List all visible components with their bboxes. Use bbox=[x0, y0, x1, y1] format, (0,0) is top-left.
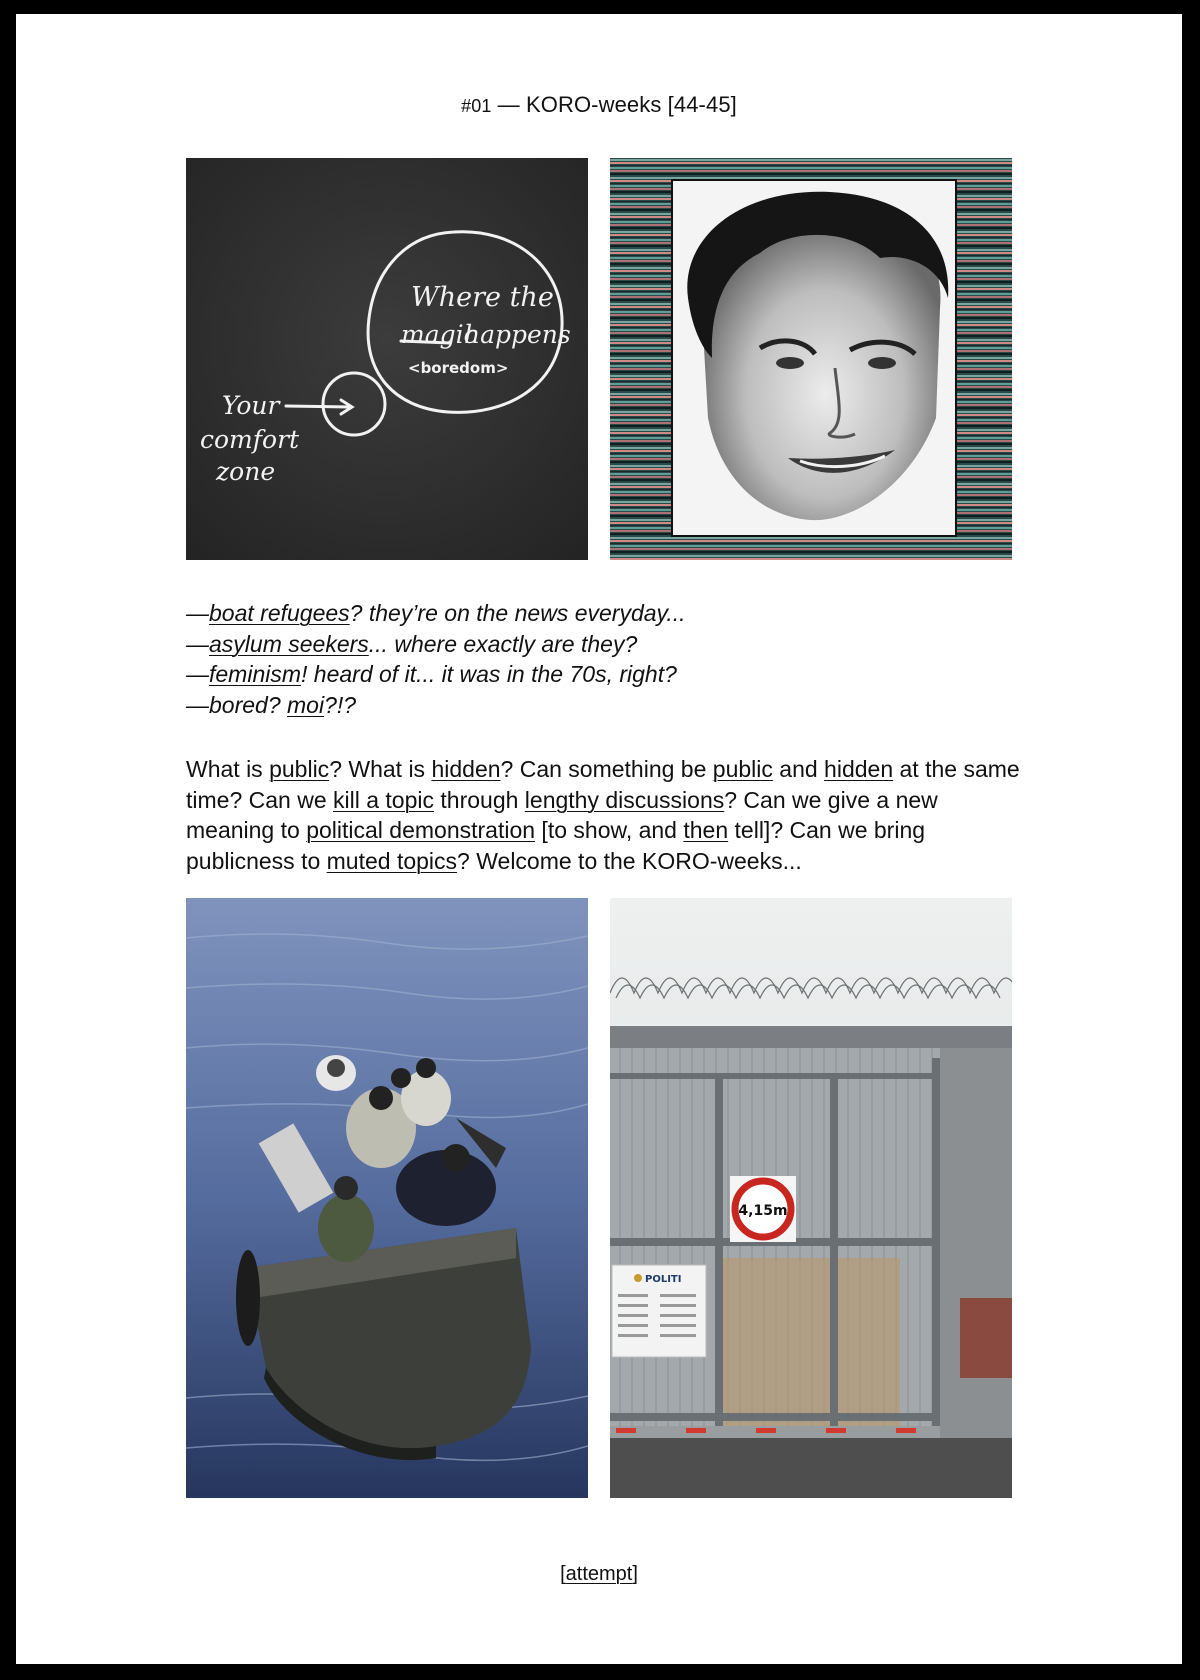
footer-bracket-open: [ bbox=[560, 1563, 566, 1585]
quote-text: ?!? bbox=[324, 691, 357, 718]
detention-fence-photo bbox=[610, 898, 1012, 1498]
paragraph-text: ? Can something be bbox=[500, 756, 713, 782]
quote-dash: — bbox=[186, 630, 209, 657]
quote-text: ! heard of it... it was in the 70s, right? bbox=[301, 661, 677, 687]
police-label: POLITI bbox=[645, 1274, 682, 1285]
document-page bbox=[16, 14, 1182, 1664]
paragraph-text: ? Can we give a new meaning to bbox=[186, 786, 938, 843]
police-notice-board bbox=[612, 1265, 706, 1357]
quote-dash: — bbox=[186, 661, 209, 687]
chalk-where-the: Where the bbox=[411, 282, 554, 313]
feminism-link[interactable]: feminism bbox=[209, 661, 302, 687]
quote-line bbox=[186, 598, 1026, 629]
hidden-link[interactable]: hidden bbox=[431, 756, 501, 782]
hidden-link[interactable]: hidden bbox=[824, 756, 894, 782]
paragraph-text: ? What is bbox=[329, 756, 432, 782]
paragraph-text: ? Welcome to the KORO-weeks... bbox=[457, 847, 802, 874]
comfort-zone-chalkboard-image bbox=[186, 158, 588, 560]
title-number: #01 bbox=[461, 96, 492, 116]
title-text: — KORO-weeks [44-45] bbox=[491, 92, 737, 117]
paragraph-text: What is bbox=[186, 756, 270, 782]
kill-a-topic-link[interactable]: kill a topic bbox=[333, 786, 434, 813]
quote-dash: — bbox=[186, 600, 209, 626]
quote-line bbox=[186, 659, 1026, 690]
quote-line bbox=[186, 629, 1026, 660]
quote-text: ? they’re on the news everyday... bbox=[349, 600, 686, 626]
moi-link[interactable]: moi bbox=[287, 691, 325, 718]
public-link[interactable]: public bbox=[269, 756, 330, 782]
footer bbox=[16, 1563, 1182, 1586]
quote-line bbox=[186, 690, 1026, 721]
political-demonstration-link[interactable]: political demonstration bbox=[306, 817, 536, 843]
intro-paragraph bbox=[186, 754, 1026, 876]
quote-text: ... where exactly are they? bbox=[368, 630, 638, 657]
height-limit-sign-icon bbox=[730, 1176, 796, 1242]
chalk-your: Your bbox=[222, 391, 280, 420]
paragraph-text: through bbox=[434, 786, 525, 813]
page-title bbox=[16, 92, 1182, 118]
chalk-comfort: comfort bbox=[200, 425, 300, 454]
lengthy-discussions-link[interactable]: lengthy discussions bbox=[524, 786, 725, 813]
boat-refugees-link[interactable]: boat refugees bbox=[209, 600, 350, 626]
quotes-block bbox=[186, 598, 1026, 720]
public-link[interactable]: public bbox=[712, 756, 773, 782]
paragraph-text: [to show, and bbox=[535, 817, 684, 843]
footer-bracket-close: ] bbox=[632, 1563, 638, 1585]
paragraph-text: and bbox=[772, 756, 825, 782]
chalk-magic: magic bbox=[401, 320, 478, 349]
attempt-link[interactable]: attempt bbox=[565, 1563, 633, 1585]
chalk-happens: happens bbox=[464, 320, 571, 349]
muted-topics-link[interactable]: muted topics bbox=[326, 847, 458, 874]
chalk-boredom: <boredom> bbox=[408, 359, 509, 377]
paragraph-text: tell]? Can we bring publicness to bbox=[186, 817, 926, 874]
height-sign-text: 4,15m bbox=[738, 1203, 788, 1219]
chalk-zone: zone bbox=[216, 457, 276, 486]
then-link[interactable]: then bbox=[683, 817, 729, 843]
asylum-seekers-link[interactable]: asylum seekers bbox=[209, 630, 369, 657]
boat-refugees-photo bbox=[186, 898, 588, 1498]
portrait-image bbox=[610, 158, 1012, 560]
quote-dash: —bored? bbox=[186, 691, 288, 718]
paragraph-text: at the same time? Can we bbox=[186, 756, 1020, 813]
